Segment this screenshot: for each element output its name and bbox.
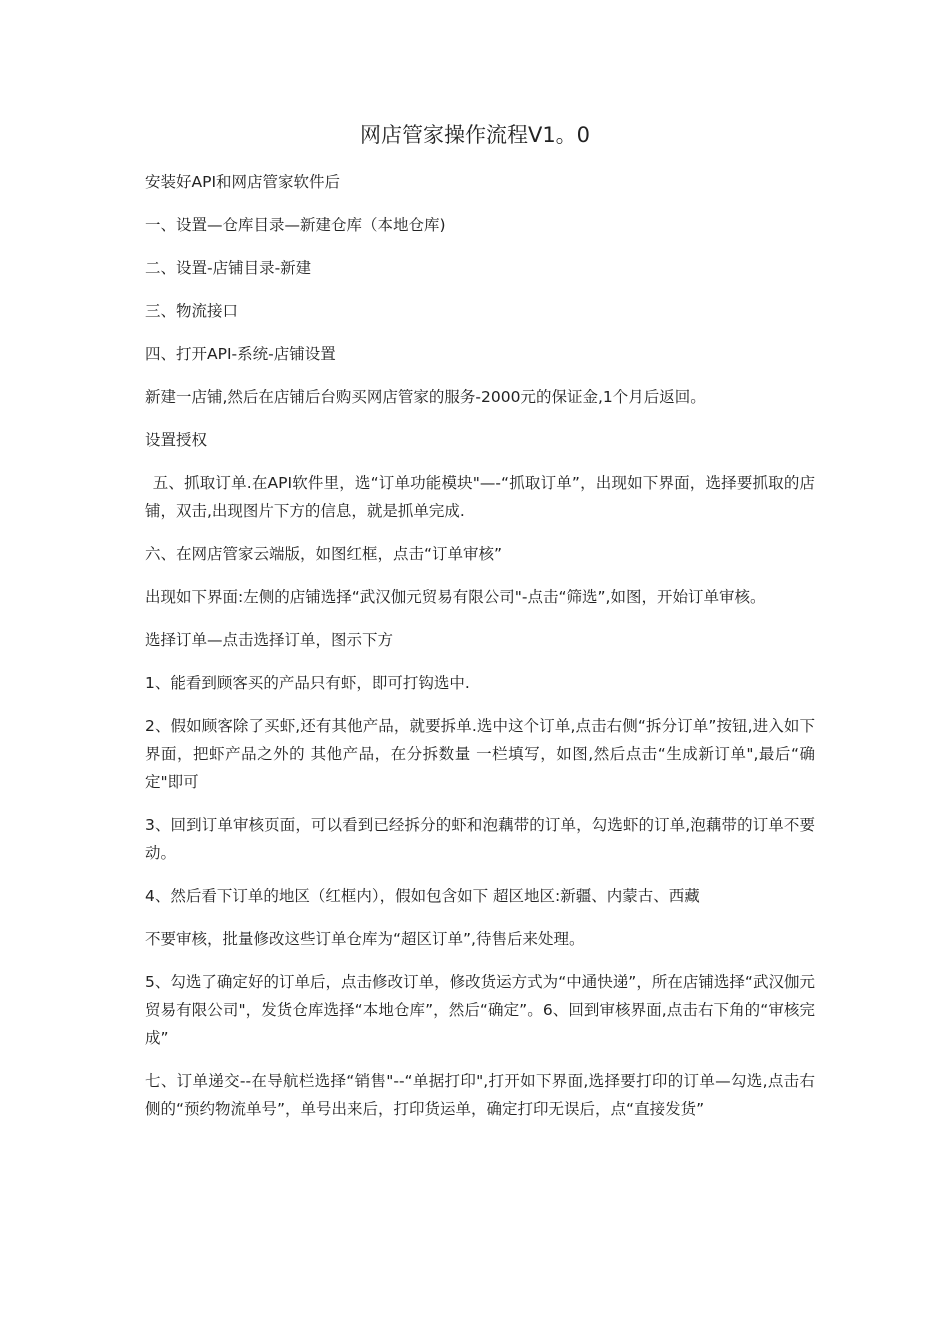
- paragraph-intro: 安装好API和网店管家软件后: [145, 173, 341, 191]
- paragraph-item-3: 3、回到订单审核页面，可以看到已经拆分的虾和泡藕带的订单，勾选虾的订单,泡藕带的订单不要动。: [145, 816, 815, 862]
- paragraph-item-2: 2、假如顾客除了买虾,还有其他产品，就要拆单.选中这个订单,点击右侧“拆分订单”按钮,进入如下界面，把虾产品之外的 其他产品，在分拆数量 一栏填写，如图,然后点击“生成新订单",最后“确定"即可: [145, 717, 815, 791]
- paragraph-select-order: 选择订单—点击选择订单，图示下方: [145, 631, 394, 649]
- paragraph-step-2: 二、设置-店铺目录-新建: [145, 259, 312, 277]
- paragraph-authorize: 设置授权: [145, 431, 208, 449]
- paragraph-new-store: 新建一店铺,然后在店铺后台购买网店管家的服务-2000元的保证金,1个月后返回。: [145, 388, 706, 406]
- paragraph-step-7: 七、订单递交--在导航栏选择“销售"--“单据打印",打开如下界面,选择要打印的订单—勾选,点击右侧的“预约物流单号”，单号出来后，打印货运单，确定打印无误后，点“直接发货”: [145, 1072, 815, 1118]
- paragraph-item-1: 1、能看到顾客买的产品只有虾，即可打钩选中.: [145, 674, 470, 692]
- document-body: [145, 168, 815, 1138]
- paragraph-item-4: 4、然后看下订单的地区（红框内），假如包含如下 超区地区:新疆、内蒙古、西藏: [145, 887, 700, 905]
- paragraph-no-review: 不要审核，批量修改这些订单仓库为“超区订单”,待售后来处理。: [145, 930, 585, 948]
- paragraph-item-5: 5、勾选了确定好的订单后，点击修改订单，修改货运方式为“中通快递”，所在店铺选择“武汉伽元贸易有限公司"，发货仓库选择“本地仓库”，然后“确定”。6、回到审核界面,点击右下角的“审核完成”: [145, 973, 815, 1047]
- paragraph-step-4: 四、打开API-系统-店铺设置: [145, 345, 336, 363]
- paragraph-step-5: 五、抓取订单.在API软件里，选“订单功能模块"—-“抓取订单”，出现如下界面，选择要抓取的店铺，双击,出现图片下方的信息，就是抓单完成.: [145, 474, 815, 520]
- document-title: 网店管家操作流程V1。0: [359, 123, 591, 147]
- paragraph-step-3: 三、物流接口: [145, 302, 239, 320]
- paragraph-store-filter: 出现如下界面:左侧的店铺选择“武汉伽元贸易有限公司"-点击“筛选”,如图，开始订单审核。: [145, 588, 766, 606]
- paragraph-step-6: 六、在网店管家云端版，如图红框，点击“订单审核”: [145, 545, 503, 563]
- paragraph-step-1: 一、设置—仓库目录—新建仓库（本地仓库): [145, 216, 446, 234]
